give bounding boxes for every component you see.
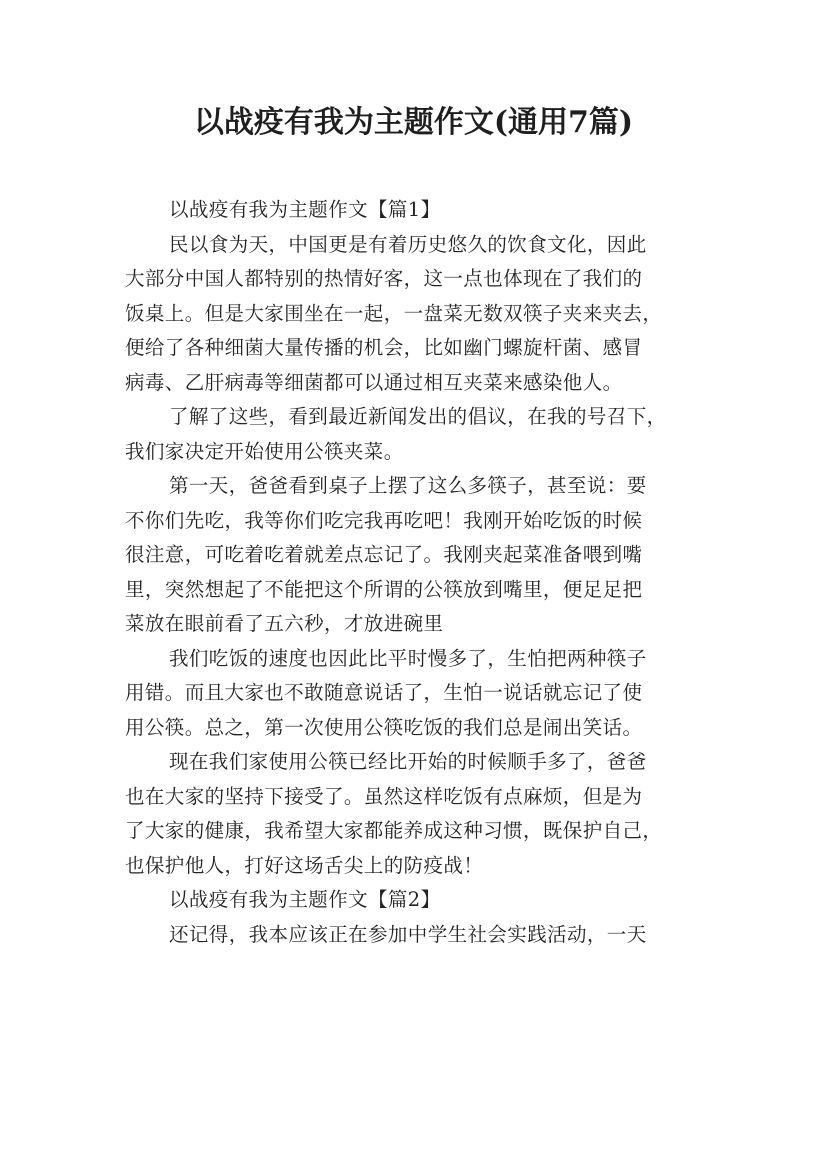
text-line: 第一天，爸爸看到桌子上摆了这么多筷子，甚至说：要 bbox=[169, 474, 647, 497]
text-line: 不你们先吃，我等你们吃完我再吃吧！我刚开始吃饭的时候 bbox=[125, 508, 643, 532]
text-line: 用公筷。总之，第一次使用公筷吃饭的我们总是闹出笑话。 bbox=[125, 715, 643, 739]
text-line: 了大家的健康，我希望大家都能养成这种习惯，既保护自己， bbox=[125, 819, 663, 842]
text-line: 以战疫有我为主题作文【篇1】 bbox=[169, 198, 441, 221]
text-line: 我们家决定开始使用公筷夹菜。 bbox=[125, 439, 404, 463]
text-line: 大部分中国人都特别的热情好客，这一点也体现在了我们的 bbox=[125, 267, 643, 290]
text-line: 以战疫有我为主题作文【篇2】 bbox=[169, 888, 441, 911]
document-title: 以战疫有我为主题作文(通用7篇) bbox=[193, 105, 634, 140]
text-line: 我们吃饭的速度也因此比平时慢多了，生怕把两种筷子 bbox=[169, 646, 647, 670]
text-line: 了解了这些，看到最近新闻发出的倡议，在我的号召下， bbox=[169, 405, 667, 428]
text-line: 现在我们家使用公筷已经比开始的时候顺手多了，爸爸 bbox=[169, 750, 647, 773]
text-line: 里，突然想起了不能把这个所谓的公筷放到嘴里，便足足把 bbox=[125, 577, 643, 601]
text-line: 饭桌上。但是大家围坐在一起，一盘菜无数双筷子夹来夹去， bbox=[125, 301, 663, 325]
text-line: 用错。而且大家也不敢随意说话了，生怕一说话就忘记了使 bbox=[125, 681, 643, 704]
text-line: 还记得，我本应该正在参加中学生社会实践活动，一天 bbox=[169, 922, 647, 946]
text-line: 也保护他人，打好这场舌尖上的防疫战！ bbox=[125, 853, 484, 877]
document-body bbox=[125, 193, 715, 952]
text-line: 便给了各种细菌大量传播的机会，比如幽门螺旋杆菌、感冒 bbox=[125, 336, 643, 359]
text-line: 也在大家的坚持下接受了。虽然这样吃饭有点麻烦，但是为 bbox=[125, 784, 643, 808]
text-line: 病毒、乙肝病毒等细菌都可以通过相互夹菜来感染他人。 bbox=[125, 370, 623, 394]
text-line: 很注意，可吃着吃着就差点忘记了。我刚夹起菜准备喂到嘴 bbox=[125, 543, 643, 566]
text-line: 菜放在眼前看了五六秒，才放进碗里 bbox=[125, 612, 444, 635]
text-line: 民以食为天，中国更是有着历史悠久的饮食文化，因此 bbox=[169, 232, 647, 256]
